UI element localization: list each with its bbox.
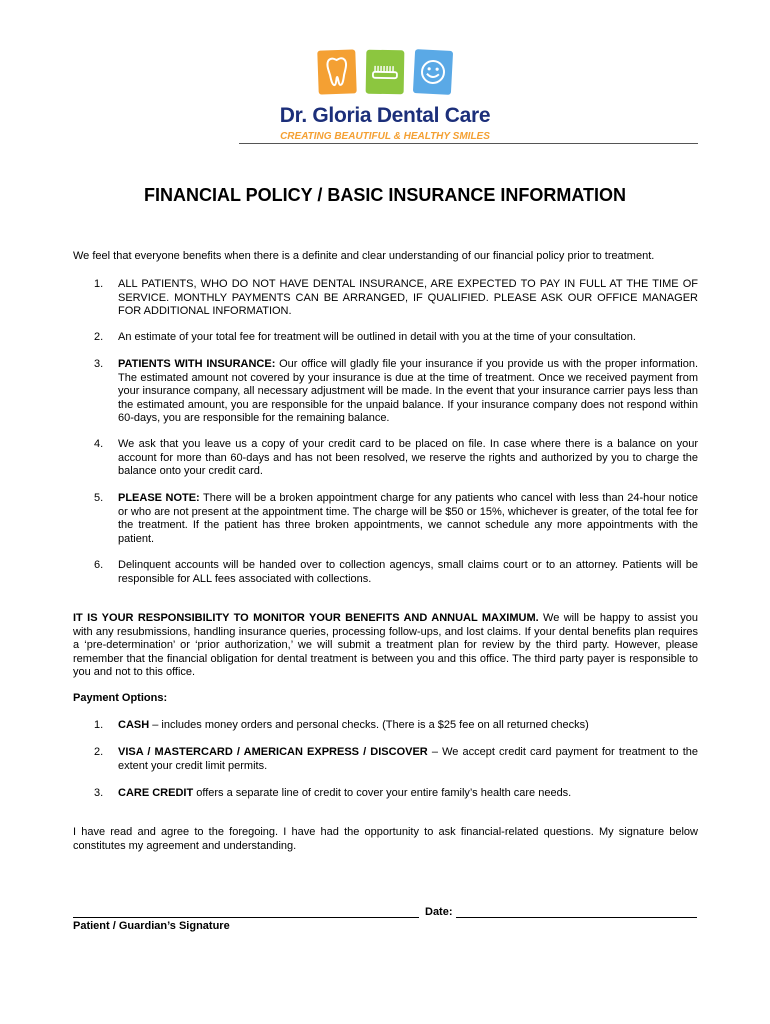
smiley-icon [413, 49, 453, 95]
clinic-logo [316, 50, 450, 100]
item-number: 5. [94, 492, 104, 504]
toothbrush-icon [366, 50, 405, 95]
agreement-paragraph: I have read and agree to the foregoing. I have had the opportunity to ask financial-related questions. My signature below constitutes my agreement and understanding. [73, 826, 698, 852]
item-text: We ask that you leave us a copy of your credit card to be placed on file. In case where there is a balance on your account for more than 60-days and has not been resolved, we reserve the rights and authorized by you to charge the balance onto your credit card. [118, 438, 698, 477]
payment-options-heading: Payment Options: [73, 692, 168, 704]
option-name: CASH [118, 719, 150, 731]
header-divider [239, 143, 698, 144]
policy-item [73, 492, 698, 546]
clinic-name: Dr. Gloria Dental Care [279, 104, 491, 127]
payment-option [73, 746, 698, 773]
payment-option [73, 787, 698, 801]
intro-paragraph: We feel that everyone benefits when there is a definite and clear understanding of our financial policy prior to treatment. [73, 250, 655, 262]
item-number: 1. [94, 278, 104, 290]
item-number: 6. [94, 559, 104, 571]
policy-item [73, 358, 698, 426]
item-number: 1. [94, 719, 104, 731]
item-heading: PLEASE NOTE: [118, 492, 200, 504]
item-text: Our office will gladly file your insurance if you provide us with the proper information. The estimated amount not covered by your insurance is due at the time of treatment. Once we received payment from your insurance company, all necessary adjustment will be made. In the event that your insurance carrier pays less than the estimated amount, you are responsible for the unpaid balance. If your insurance company does not respond within 60-days, you are responsible for the remaining balance. [118, 358, 699, 424]
policy-item [73, 331, 698, 345]
option-name: CARE CREDIT [118, 787, 194, 799]
option-name: VISA / MASTERCARD / AMERICAN EXPRESS / DISCOVER [118, 746, 428, 758]
option-text: – We accept credit card payment for treatment to the extent your credit limit permits. [118, 746, 698, 772]
item-number: 3. [94, 787, 104, 799]
page-title: FINANCIAL POLICY / BASIC INSURANCE INFORMATION [143, 185, 626, 205]
item-text: There will be a broken appointment charge for any patients who cancel with less than 24-hour notice or who are not present at the appointment time. The charge will be $50 or 15%, whichever is greater, of the total fee for the treatment. If the patient has three broken appointments, we cannot schedule any more appointments with the patient. [118, 492, 698, 545]
date-line[interactable] [456, 917, 697, 918]
item-heading: PATIENTS WITH INSURANCE: [118, 358, 276, 370]
item-number: 4. [94, 438, 104, 450]
policy-item [73, 278, 698, 319]
clinic-tagline: CREATING BEAUTIFUL & HEALTHY SMILES [280, 131, 490, 142]
item-text: Delinquent accounts will be handed over to collection agencys, small claims court or to an attorney. Patients will be responsible for ALL fees associated with collections. [118, 559, 698, 585]
signature-line[interactable] [73, 917, 419, 918]
signature-label: Patient / Guardian’s Signature [73, 920, 230, 932]
responsibility-paragraph [73, 612, 698, 680]
item-number: 2. [94, 746, 104, 758]
policy-item [73, 438, 698, 479]
payment-option [73, 719, 698, 733]
option-text: – includes money orders and personal checks. (There is a $25 fee on all returned checks) [149, 719, 589, 731]
option-text: offers a separate line of credit to cover your entire family’s health care needs. [193, 787, 572, 799]
item-text: ALL PATIENTS, WHO DO NOT HAVE DENTAL INSURANCE, ARE EXPECTED TO PAY IN FULL AT THE TIME OF SERVICE. MONTHLY PAYMENTS CAN BE ARRANGED, IF QUALIFIED. PLEASE ASK OUR OFFICE MANAGER FOR ADDITIONAL INFORMATION. [118, 278, 698, 317]
responsibility-text: We will be happy to assist you with any resubmissions, handling insurance queries, processing follow-ups, and lost claims. If your dental benefits plan requires a ‘pre-determination’ or ‘prior authorization,’ we will submit a treatment plan for review by the third party. However, please remember that the financial obligation for dental treatment is between you and this office. The third party payer is responsible to you and not to this office. [73, 612, 699, 678]
item-number: 2. [94, 331, 104, 343]
responsibility-heading: IT IS YOUR RESPONSIBILITY TO MONITOR YOUR BENEFITS AND ANNUAL MAXIMUM. [73, 612, 539, 624]
item-text: An estimate of your total fee for treatment will be outlined in detail with you at the time of your consultation. [118, 331, 636, 343]
item-number: 3. [94, 358, 104, 370]
date-label: Date: [425, 906, 453, 918]
tooth-icon [317, 49, 357, 94]
policy-item [73, 559, 698, 586]
